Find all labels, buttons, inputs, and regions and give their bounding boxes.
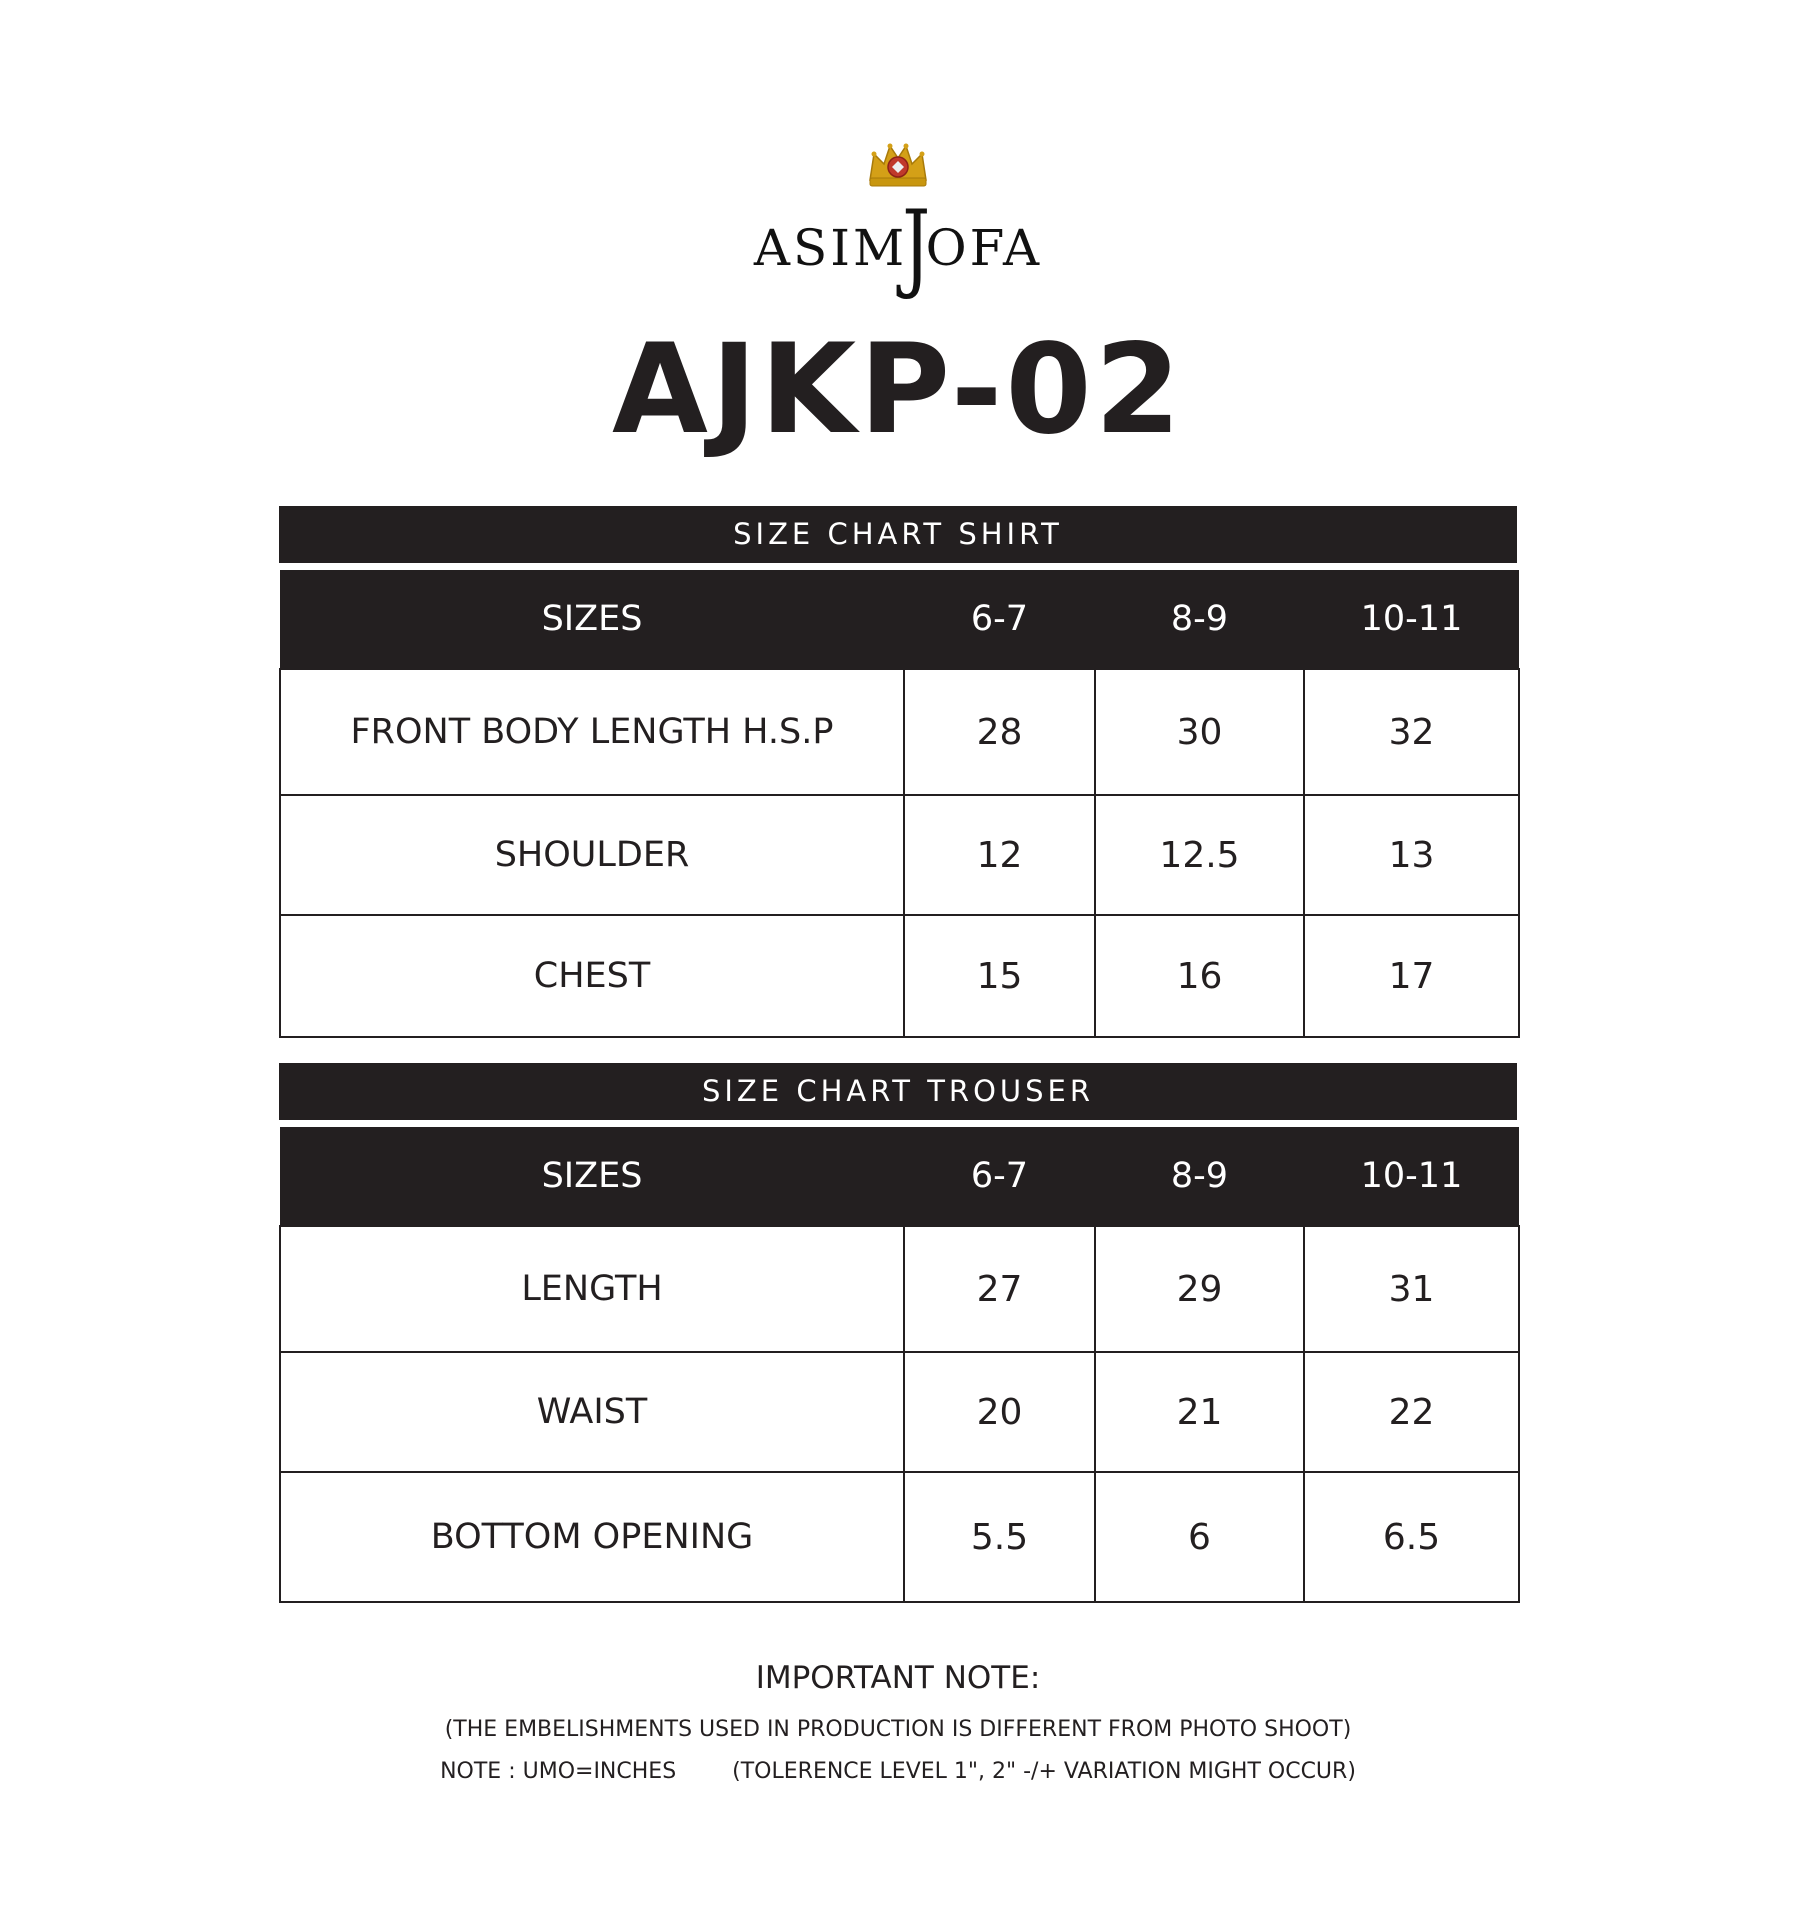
brand-logo — [0, 140, 1796, 300]
trouser-table-header-row — [280, 1127, 1519, 1226]
table-row — [280, 1226, 1519, 1352]
row-label: LENGTH — [280, 1226, 904, 1352]
table-cell: 13 — [1304, 795, 1519, 915]
header-cell: 10-11 — [1304, 1127, 1519, 1226]
shirt-chart-title: SIZE CHART SHIRT — [279, 506, 1517, 563]
trouser-size-table — [279, 1127, 1520, 1603]
table-cell: 20 — [904, 1352, 1095, 1472]
shirt-table-header-row — [280, 570, 1519, 669]
brand-name-part1: ASIM — [753, 219, 908, 277]
header-cell: 8-9 — [1095, 1127, 1304, 1226]
header-cell: 6-7 — [904, 1127, 1095, 1226]
crown-emblem-icon — [866, 140, 930, 188]
table-cell: 16 — [1095, 915, 1304, 1037]
table-cell: 22 — [1304, 1352, 1519, 1472]
brand-name-part2: OFA — [925, 219, 1043, 277]
header-cell: 8-9 — [1095, 570, 1304, 669]
shirt-size-table — [279, 570, 1520, 1038]
table-cell: 6.5 — [1304, 1472, 1519, 1602]
table-row — [280, 1352, 1519, 1472]
note-line-units — [0, 1759, 1796, 1784]
table-cell: 30 — [1095, 669, 1304, 795]
table-row — [280, 795, 1519, 915]
header-cell: 10-11 — [1304, 570, 1519, 669]
table-row — [280, 1472, 1519, 1602]
brand-name-initial: J — [902, 190, 931, 302]
table-cell: 27 — [904, 1226, 1095, 1352]
row-label: SHOULDER — [280, 795, 904, 915]
table-cell: 5.5 — [904, 1472, 1095, 1602]
header-cell: 6-7 — [904, 570, 1095, 669]
trouser-chart-title: SIZE CHART TROUSER — [279, 1063, 1517, 1120]
table-cell: 29 — [1095, 1226, 1304, 1352]
brand-name — [0, 190, 1796, 302]
note-units: NOTE : UMO=INCHES — [440, 1759, 677, 1784]
table-cell: 6 — [1095, 1472, 1304, 1602]
table-cell: 21 — [1095, 1352, 1304, 1472]
table-cell: 12 — [904, 795, 1095, 915]
table-row — [280, 915, 1519, 1037]
row-label: BOTTOM OPENING — [280, 1472, 904, 1602]
table-cell: 12.5 — [1095, 795, 1304, 915]
row-label: FRONT BODY LENGTH H.S.P — [280, 669, 904, 795]
note-line-embellishments: (THE EMBELISHMENTS USED IN PRODUCTION IS DIFFERENT FROM PHOTO SHOOT) — [444, 1717, 1352, 1742]
row-label: CHEST — [280, 915, 904, 1037]
important-note-title: IMPORTANT NOTE: — [755, 1660, 1041, 1696]
header-cell: SIZES — [280, 1127, 904, 1226]
table-cell: 32 — [1304, 669, 1519, 795]
table-cell: 15 — [904, 915, 1095, 1037]
table-row — [280, 669, 1519, 795]
style-code-title: AJKP-02 — [612, 318, 1184, 462]
table-cell: 28 — [904, 669, 1095, 795]
table-cell: 17 — [1304, 915, 1519, 1037]
note-tolerance: (TOLERENCE LEVEL 1", 2" -/+ VARIATION MIGHT OCCUR) — [732, 1759, 1356, 1784]
table-cell: 31 — [1304, 1226, 1519, 1352]
header-cell: SIZES — [280, 570, 904, 669]
row-label: WAIST — [280, 1352, 904, 1472]
